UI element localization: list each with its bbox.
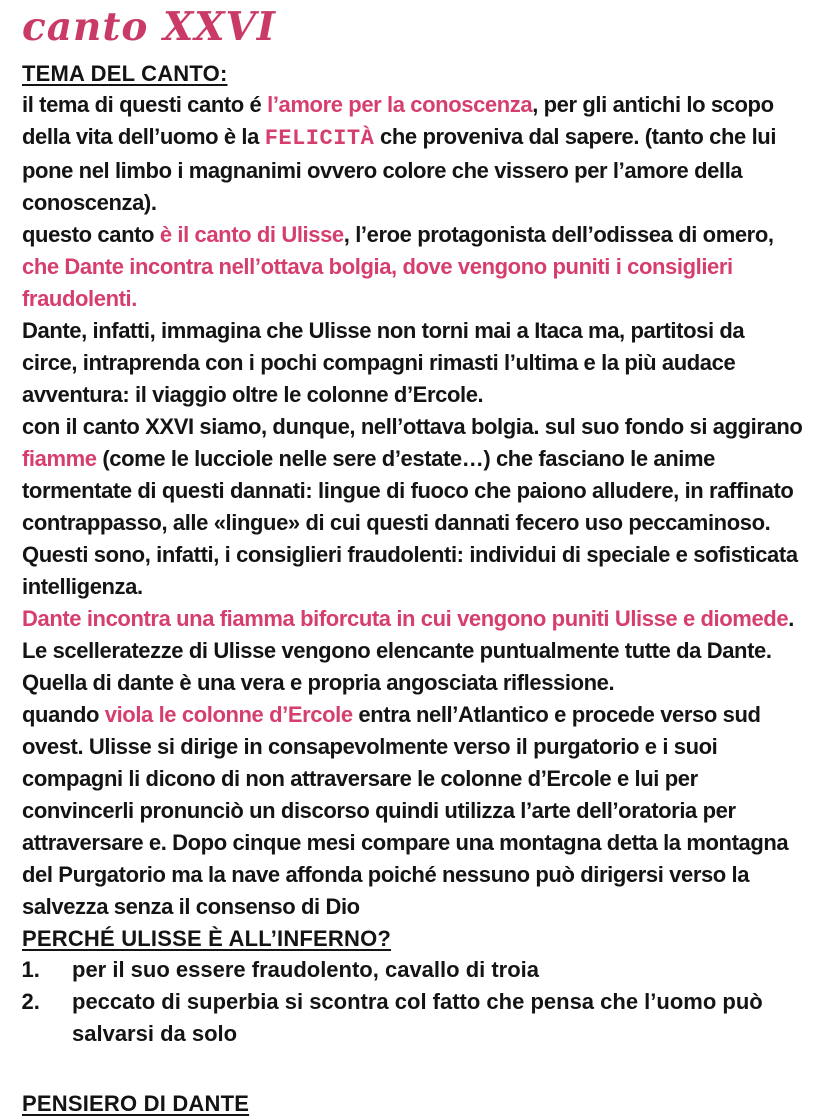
paragraph	[22, 603, 804, 699]
page-title: canto XXVI	[22, 4, 276, 50]
paragraph	[22, 411, 804, 603]
highlighted-text: viola le colonne d’Ercole	[104, 702, 353, 727]
text-segment: questo canto	[22, 222, 160, 247]
text-segment: con il canto XXVI siamo, dunque, nell’ottava bolgia. sul suo fondo si aggirano	[22, 414, 803, 439]
text-segment: quando	[22, 702, 105, 727]
text-segment: (come le lucciole nelle sere d’estate…) che fasciano le anime tormentate di questi dannati: lingue di fuoco che paiono alludere, in raffinato contrappasso, alle «lingue» di cui questi dannati fecero uso peccaminoso. Questi sono, infatti, i consiglieri fraudolenti: individui di speciale e sofisticata intelligenza.	[22, 446, 798, 599]
text-segment: entra nell’Atlantico e procede verso sud ovest. Ulisse si dirige in consapevolmente verso il purgatorio e i suoi compagni li dicono di non attraversare le colonne d’Ercole e lui per convincerli pronunciò un discorso quindi utilizza l’arte dell’oratoria per attraversare e. Dopo cinque mesi compare una montagna detta la montagna del Purgatorio ma la nave affonda poiché nessuno può dirigersi verso la salvezza senza il consenso di Dio	[22, 702, 789, 919]
text-segment: che proveniva dal sapere. (tanto che lui pone nel limbo i magnanimi ovvero colore che vissero per l’amore della conoscenza).	[22, 124, 777, 215]
text-segment: , per gli antichi lo scopo della vita dell’uomo è la	[22, 92, 774, 149]
text-segment: . Le scelleratezze di Ulisse vengono elencante puntualmente tutte da Dante. Quella di dante è una vera e propria angosciata riflessione.	[22, 606, 794, 695]
paragraph	[22, 89, 804, 219]
list-item: 2. peccato di superbia si scontra col fatto che pensa che l’uomo può salvarsi da solo	[46, 986, 804, 1050]
highlighted-caps-text: FELICITÀ	[264, 126, 375, 151]
text-segment: , l’eroe protagonista dell’odissea di omero,	[343, 222, 774, 247]
highlighted-text: che Dante incontra nell’ottava bolgia, dove vengono puniti i consiglieri fraudolenti.	[22, 254, 733, 311]
paragraph	[22, 699, 804, 923]
section-heading: TEMA DEL CANTO:	[22, 61, 228, 86]
paragraph	[22, 219, 804, 315]
document-body	[22, 58, 804, 1119]
highlighted-text: fiamme	[22, 446, 97, 471]
highlighted-text: è il canto di Ulisse	[159, 222, 344, 247]
highlighted-text: Dante incontra una fiamma biforcuta in cui vengono puniti Ulisse e diomede	[22, 606, 789, 631]
text-segment: Dante, infatti, immagina che Ulisse non torni mai a Itaca ma, partitosi da circe, intraprenda con i pochi compagni rimasti l’ultima e la più audace avventura: il viaggio oltre le colonne d’Ercole.	[22, 318, 745, 407]
highlighted-text: l’amore per la conoscenza	[267, 92, 533, 117]
list-item: 1. per il suo essere fraudolento, cavallo di troia	[46, 954, 804, 986]
numbered-list	[22, 954, 804, 1050]
paragraph	[22, 315, 804, 411]
section-heading: PENSIERO DI DANTE	[22, 1091, 250, 1116]
section-heading: PERCHÉ ULISSE È ALL’INFERNO?	[22, 926, 392, 951]
text-segment: il tema di questi canto é	[22, 92, 268, 117]
